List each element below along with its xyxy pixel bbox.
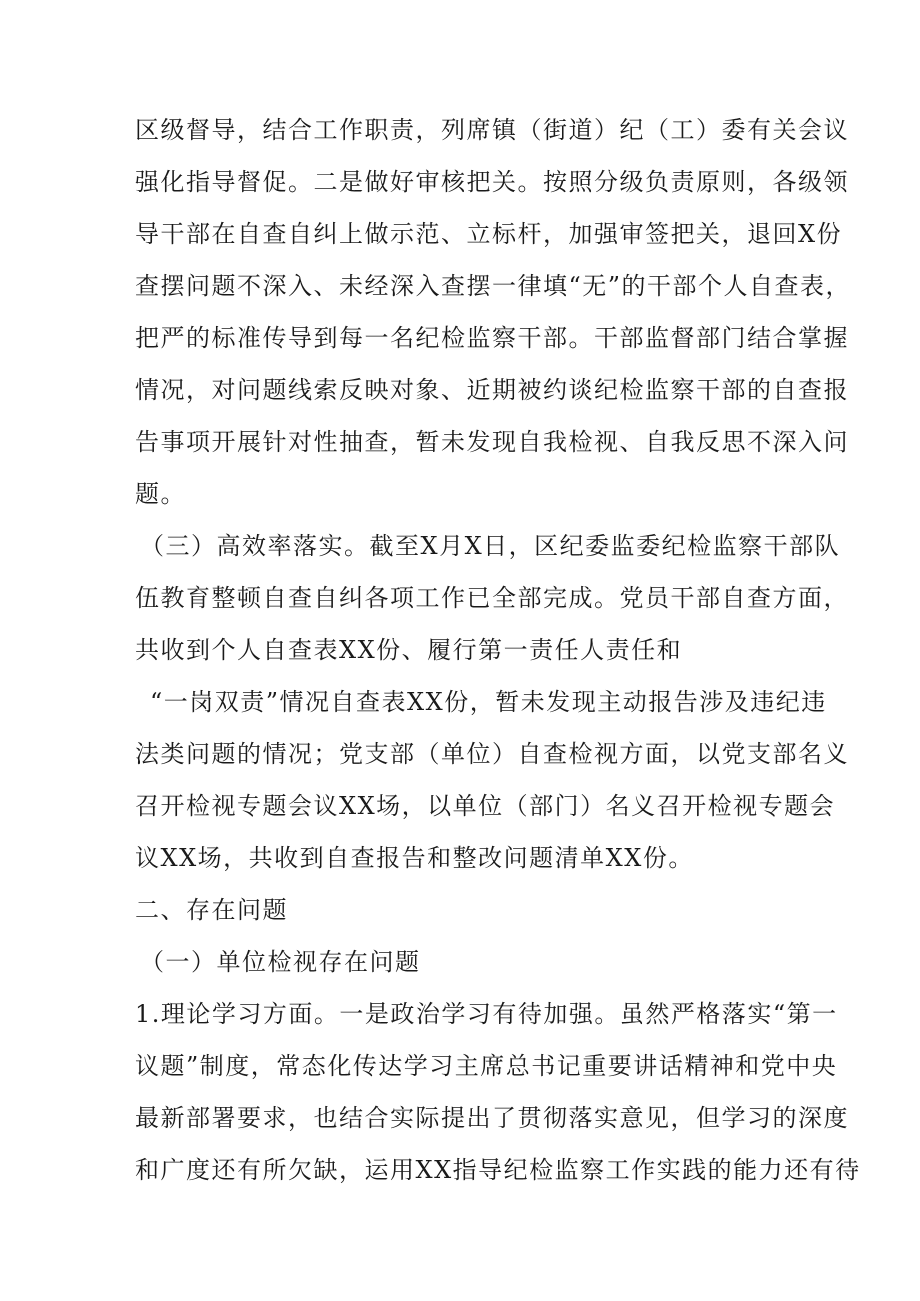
paragraph-line: 法类问题的情况；党支部（单位）自查检视方面，以党支部名义	[135, 740, 849, 768]
paragraph-line: 1.理论学习方面。一是政治学习有待加强。虽然严格落实“第一	[135, 1000, 838, 1028]
section-heading: 二、存在问题	[135, 896, 288, 924]
paragraph-line: 伍教育整顿自查自纠各项工作已全部完成。党员干部自查方面，	[135, 584, 849, 612]
paragraph-line: 把严的标准传导到每一名纪检监察干部。干部监督部门结合掌握	[135, 324, 849, 352]
paragraph-line: 区级督导，结合工作职责，列席镇（街道）纪（工）委有关会议	[135, 116, 849, 144]
paragraph-line: 查摆问题不深入、未经深入查摆一律填“无”的干部个人自查表，	[135, 272, 852, 300]
paragraph-line: 最新部署要求，也结合实际提出了贯彻落实意见，但学习的深度	[135, 1104, 849, 1132]
paragraph-line: 题。	[135, 480, 186, 508]
paragraph-line: 和广度还有所欠缺，运用XX指导纪检监察工作实践的能力还有待	[135, 1156, 861, 1184]
paragraph-line: 强化指导督促。二是做好审核把关。按照分级负责原则，各级领	[135, 168, 849, 196]
section-heading-3: （三）高效率落实。截至X月X日，区纪委监委纪检监察干部队	[140, 532, 841, 560]
paragraph-line: 导干部在自查自纠上做示范、立标杆，加强审签把关，退回X份	[135, 220, 843, 248]
paragraph-line: 告事项开展针对性抽查，暂未发现自我检视、自我反思不深入问	[135, 428, 849, 456]
subsection-heading: （一）单位检视存在问题	[140, 948, 421, 976]
paragraph-line: 议题”制度，常态化传达学习主席总书记重要讲话精神和党中央	[135, 1052, 838, 1080]
paragraph-line: “一岗双责”情况自查表XX份，暂未发现主动报告涉及违纪违	[150, 688, 827, 716]
paragraph-line: 召开检视专题会议XX场，以单位（部门）名义召开检视专题会	[135, 792, 836, 820]
paragraph-line: 议XX场，共收到自查报告和整改问题清单XX份。	[135, 844, 694, 872]
paragraph-line: 共收到个人自查表XX份、履行第一责任人责任和	[135, 636, 683, 664]
paragraph-line: 情况，对问题线索反映对象、近期被约谈纪检监察干部的自查报	[135, 376, 849, 404]
